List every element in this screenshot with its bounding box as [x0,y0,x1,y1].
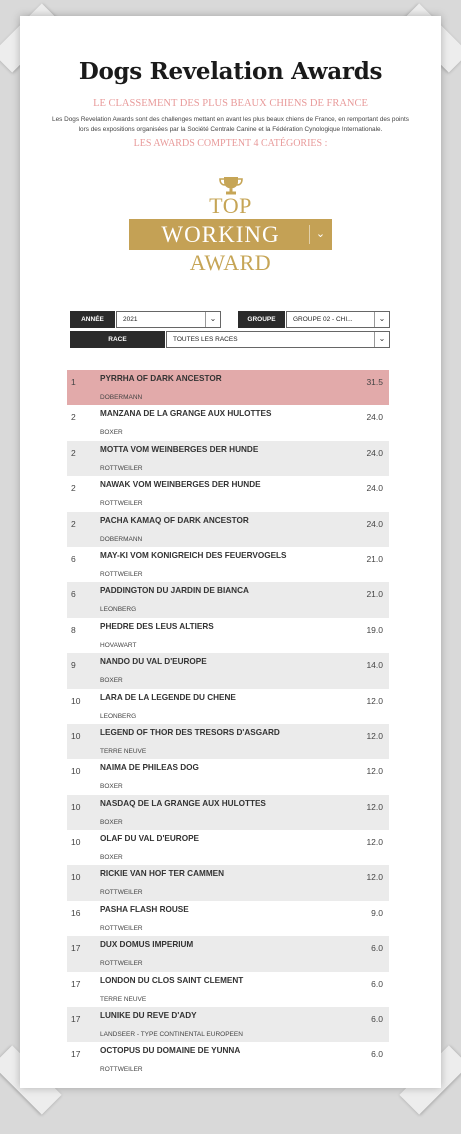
dog-score: 6.0 [371,943,383,954]
rank-number: 1 [71,377,76,387]
dog-breed: ROTTWEILER [100,570,143,578]
group-value: GROUPE 02 - CHI... [293,316,353,323]
dog-breed: DOBERMANN [100,535,143,543]
rank-number: 10 [71,730,81,741]
ranking-row[interactable] [67,618,389,653]
dog-score: 24.0 [366,518,383,529]
dog-name: NAIMA DE PHILEAS DOG [100,763,199,773]
rank-number: 8 [71,624,76,635]
dog-score: 12.0 [366,801,383,812]
award-category-select[interactable] [129,219,332,250]
ranking-row[interactable] [67,759,389,794]
dog-breed: BOXER [100,783,123,791]
rank-number: 2 [71,518,76,529]
group-label: GROUPE [238,311,285,328]
award-category-value: WORKING [161,222,280,247]
ranking-row[interactable] [67,972,389,1007]
rank-number: 2 [71,412,76,423]
dog-score: 24.0 [366,447,383,458]
dog-name: OLAF DU VAL D'EUROPE [100,834,199,844]
dog-score: 12.0 [366,872,383,883]
ranking-row[interactable] [67,689,389,724]
ranking-row[interactable] [67,547,389,582]
dog-name: MANZANA DE LA GRANGE AUX HULOTTES [100,409,272,419]
dog-name: PHEDRE DES LEUS ALTIERS [100,621,214,631]
dog-breed: LEONBERG [100,712,137,720]
dog-breed: BOXER [100,677,123,685]
rank-number: 17 [71,943,81,954]
ranking-row[interactable] [67,865,389,900]
chevron-down-icon[interactable]: ⌄ [374,312,389,327]
rank-number: 10 [71,766,81,777]
award-bottom-text: AWARD [189,250,272,275]
ranking-row[interactable] [67,936,389,971]
year-select[interactable] [116,311,221,328]
dog-breed: LANDSEER - TYPE CONTINENTAL EUROPEEN [100,1031,243,1039]
dog-name: PYRRHA OF DARK ANCESTOR [100,374,222,383]
ranking-row[interactable] [67,724,389,759]
rank-number: 2 [71,447,76,458]
rank-number: 17 [71,1049,81,1060]
dog-score: 12.0 [366,695,383,706]
dog-score: 6.0 [371,978,383,989]
dog-score: 9.0 [371,907,383,918]
dog-name: LONDON DU CLOS SAINT CLEMENT [100,975,244,985]
ranking-row[interactable] [67,901,389,936]
dog-breed: TERRE NEUVE [100,995,147,1003]
ranking-row[interactable] [67,512,389,547]
rank-number: 2 [71,483,76,494]
year-label: ANNÉE [70,311,115,328]
page-subtitle: LE CLASSEMENT DES PLUS BEAUX CHIENS DE FRANCE [93,98,368,109]
dog-score: 6.0 [371,1049,383,1060]
ranking-list [67,370,389,1078]
dog-score: 24.0 [366,412,383,423]
page-title: Dogs Revelation Awards [78,58,383,85]
dog-score: 12.0 [366,766,383,777]
dog-breed: ROTTWEILER [100,889,143,897]
ranking-row[interactable] [67,476,389,511]
dog-breed: BOXER [100,429,123,437]
dog-name: RICKIE VAN HOF TER CAMMEN [100,869,225,879]
dog-score: 21.0 [366,589,383,600]
dog-breed: ROTTWEILER [100,960,143,968]
intro-text: Les Dogs Revelation Awards sont des challenges mettant en avant les plus beaux chiens de France, en remportant des points lors des expositions organisées par la Société Centrale Canine et la Fédération Cynologique Internationale. [52,116,409,133]
dog-breed: DOBERMANN [100,394,143,401]
dog-breed: BOXER [100,818,123,826]
ranking-row[interactable] [67,830,389,865]
dog-score: 21.0 [366,553,383,564]
rank-number: 10 [71,801,81,812]
dog-name: MOTTA VOM WEINBERGES DER HUNDE [100,444,259,454]
award-card [20,16,441,1088]
dog-name: NASDAQ DE LA GRANGE AUX HULOTTES [100,798,266,808]
year-value: 2021 [123,316,138,323]
dog-name: MAY-KI VOM KONIGREICH DES FEUERVOGELS [100,550,287,560]
rank-number: 17 [71,978,81,989]
ranking-row[interactable] [67,795,389,830]
categories-heading: LES AWARDS COMPTENT 4 CATÉGORIES : [133,138,328,149]
race-select[interactable] [166,331,390,348]
rank-number: 10 [71,872,81,883]
dog-breed: ROTTWEILER [100,1066,143,1074]
rank-number: 10 [71,695,81,706]
dog-name: PACHA KAMAQ OF DARK ANCESTOR [100,515,249,525]
ranking-row[interactable] [67,653,389,688]
dog-score: 6.0 [371,1014,383,1025]
dog-name: PADDINGTON DU JARDIN DE BIANCA [100,586,249,596]
dog-score: 12.0 [366,730,383,741]
ranking-row[interactable] [67,1042,389,1077]
chevron-down-icon[interactable]: ⌄ [309,225,332,244]
dog-score: 19.0 [366,624,383,635]
ranking-row[interactable] [67,441,389,476]
dog-name: PASHA FLASH ROUSE [100,904,189,914]
rank-number: 6 [71,589,76,600]
filters-panel [70,311,390,351]
award-top-text: TOP [209,193,252,218]
chevron-down-icon[interactable]: ⌄ [205,312,220,327]
dog-breed: BOXER [100,854,123,862]
dog-breed: ROTTWEILER [100,464,143,472]
rank-number: 9 [71,660,76,671]
rank-number: 10 [71,837,81,848]
dog-breed: ROTTWEILER [100,500,143,508]
ranking-row[interactable] [67,370,389,405]
ranking-row[interactable] [67,1007,389,1042]
group-select[interactable] [286,311,390,328]
dog-score: 14.0 [366,660,383,671]
dog-breed: TERRE NEUVE [100,747,147,755]
dog-score: 12.0 [366,837,383,848]
rank-number: 6 [71,553,76,564]
ranking-row[interactable] [67,582,389,617]
race-label: RACE [70,331,165,348]
dog-score: 24.0 [366,483,383,494]
dog-name: LARA DE LA LEGENDE DU CHENE [100,692,236,702]
dog-name: NANDO DU VAL D'EUROPE [100,657,207,667]
dog-breed: LEONBERG [100,606,137,614]
dog-name: LUNIKE DU REVE D'ADY [100,1011,197,1021]
chevron-down-icon[interactable]: ⌄ [374,332,389,347]
rank-number: 16 [71,907,81,918]
dog-score: 31.5 [366,377,383,387]
dog-name: NAWAK VOM WEINBERGES DER HUNDE [100,480,261,490]
dog-breed: HOVAWART [100,641,137,649]
dog-name: DUX DOMUS IMPERIUM [100,940,194,950]
rank-number: 17 [71,1014,81,1025]
dog-name: OCTOPUS DU DOMAINE DE YUNNA [100,1046,241,1056]
ranking-row[interactable] [67,405,389,440]
race-value: TOUTES LES RACES [173,336,238,343]
dog-name: LEGEND OF THOR DES TRESORS D'ASGARD [100,727,280,737]
dog-breed: ROTTWEILER [100,924,143,932]
